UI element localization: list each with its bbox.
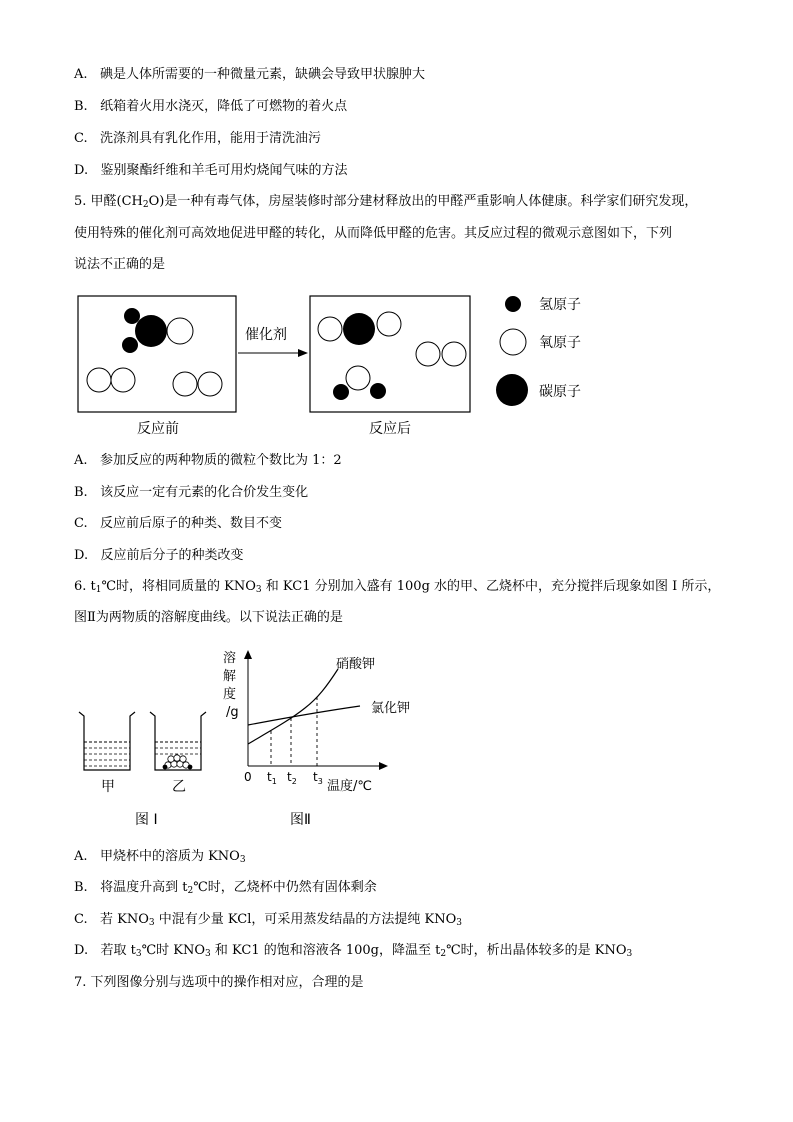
beaker-yi [150,712,206,770]
q6-figure-1 [70,700,220,835]
tick-t3: $t_3$ [313,770,323,786]
kcl-label: 氯化钾 [371,701,411,716]
q6-option-c: C. 若 $KNO_3$ 中混有少量 KCl，可采用蒸发结晶的方法提纯 $KNO_3$ [74,912,462,928]
tick-t2: $t_2$ [287,770,297,786]
q6-option-d: D. 若取 $t_3℃$时 $KNO_3$ 和 KC1 的饱和溶液各 100g，降温至 $t_2℃$时，析出晶体较多的是 $KNO_3$ [74,943,633,959]
oxygen-legend-swatch [500,329,526,355]
origin-label: 0 [244,770,252,784]
q5-option-a: A. 参加反应的两种物质的微粒个数比为 1：2 [74,453,342,468]
hydrogen-legend-swatch [505,296,521,312]
q5-option-c: C. 反应前后原子的种类、数目不变 [74,516,283,531]
kno3-curve [248,669,338,744]
q4-option-a: A. 碘是人体所需要的一种微量元素，缺碘会导致甲状腺肿大 [74,67,425,82]
hydrogen-legend-label: 氢原子 [539,297,581,313]
kno3-label: 硝酸钾 [336,657,376,672]
q6-option-a: A. 甲烧杯中的溶质为 $KNO_3$ [74,849,246,865]
beaker-jia [79,712,135,770]
q6-figure-2 [215,640,430,835]
before-caption: 反应前 [137,421,179,437]
q4-option-b: B. 纸箱着火用水浇灭，降低了可燃物的着火点 [74,99,348,114]
x-axis-label: 温度/℃ [327,779,372,794]
carbon-legend-swatch [496,374,528,406]
y-label-3: 度 [223,687,237,702]
q5-option-b: B. 该反应一定有元素的化合价发生变化 [74,485,309,500]
figure-2-caption: 图Ⅱ [290,812,311,828]
q5-stem-line1: 5. 甲醛$(CH_2O)$是一种有毒气体，房屋装修时部分建材释放出的甲醛严重影响人体健康。科学家们研究发现， [74,194,698,210]
q6-stem-line2: 图Ⅱ为两物质的溶解度曲线。以下说法正确的是 [74,610,343,625]
beaker-yi-label: 乙 [172,779,186,795]
y-label-1: 溶 [223,651,237,666]
figure-1-caption: 图 I [135,812,158,828]
q5-reaction-diagram [70,285,610,440]
q4-option-d: D. 鉴别聚酯纤维和羊毛可用灼烧闻气味的方法 [74,163,348,178]
oxygen-legend-label: 氧原子 [539,335,581,351]
carbon-legend-label: 碳原子 [539,384,581,400]
q6-stem-line1: 6. $t_1℃$时，将相同质量的 $KNO_3$ 和 KC1 分别加入盛有 100g 水的甲、乙烧杯中，充分搅拌后现象如图 I 所示， [74,579,721,595]
q4-option-c: C. 洗涤剂具有乳化作用，能用于清洗油污 [74,131,322,146]
catalyst-label: 催化剂 [245,327,287,343]
beaker-jia-label: 甲 [101,779,115,795]
q5-stem-line2: 使用特殊的催化剂可高效地促进甲醛的转化，从而降低甲醛的危害。其反应过程的微观示意图如下，下列 [74,226,673,241]
y-label-2: 解 [223,669,237,684]
y-label-4: /g [226,705,239,720]
tick-t1: $t_1$ [267,770,277,786]
q5-option-d: D. 反应前后分子的种类改变 [74,548,244,563]
q7-stem-line1: 7. 下列图像分别与选项中的操作相对应，合理的是 [74,975,364,990]
q6-option-b: B. 将温度升高到 $t_2℃$时，乙烧杯中仍然有固体剩余 [74,880,377,896]
q5-stem-line3: 说法不正确的是 [74,257,166,272]
undissolved-solid [163,755,193,770]
after-caption: 反应后 [369,421,411,437]
